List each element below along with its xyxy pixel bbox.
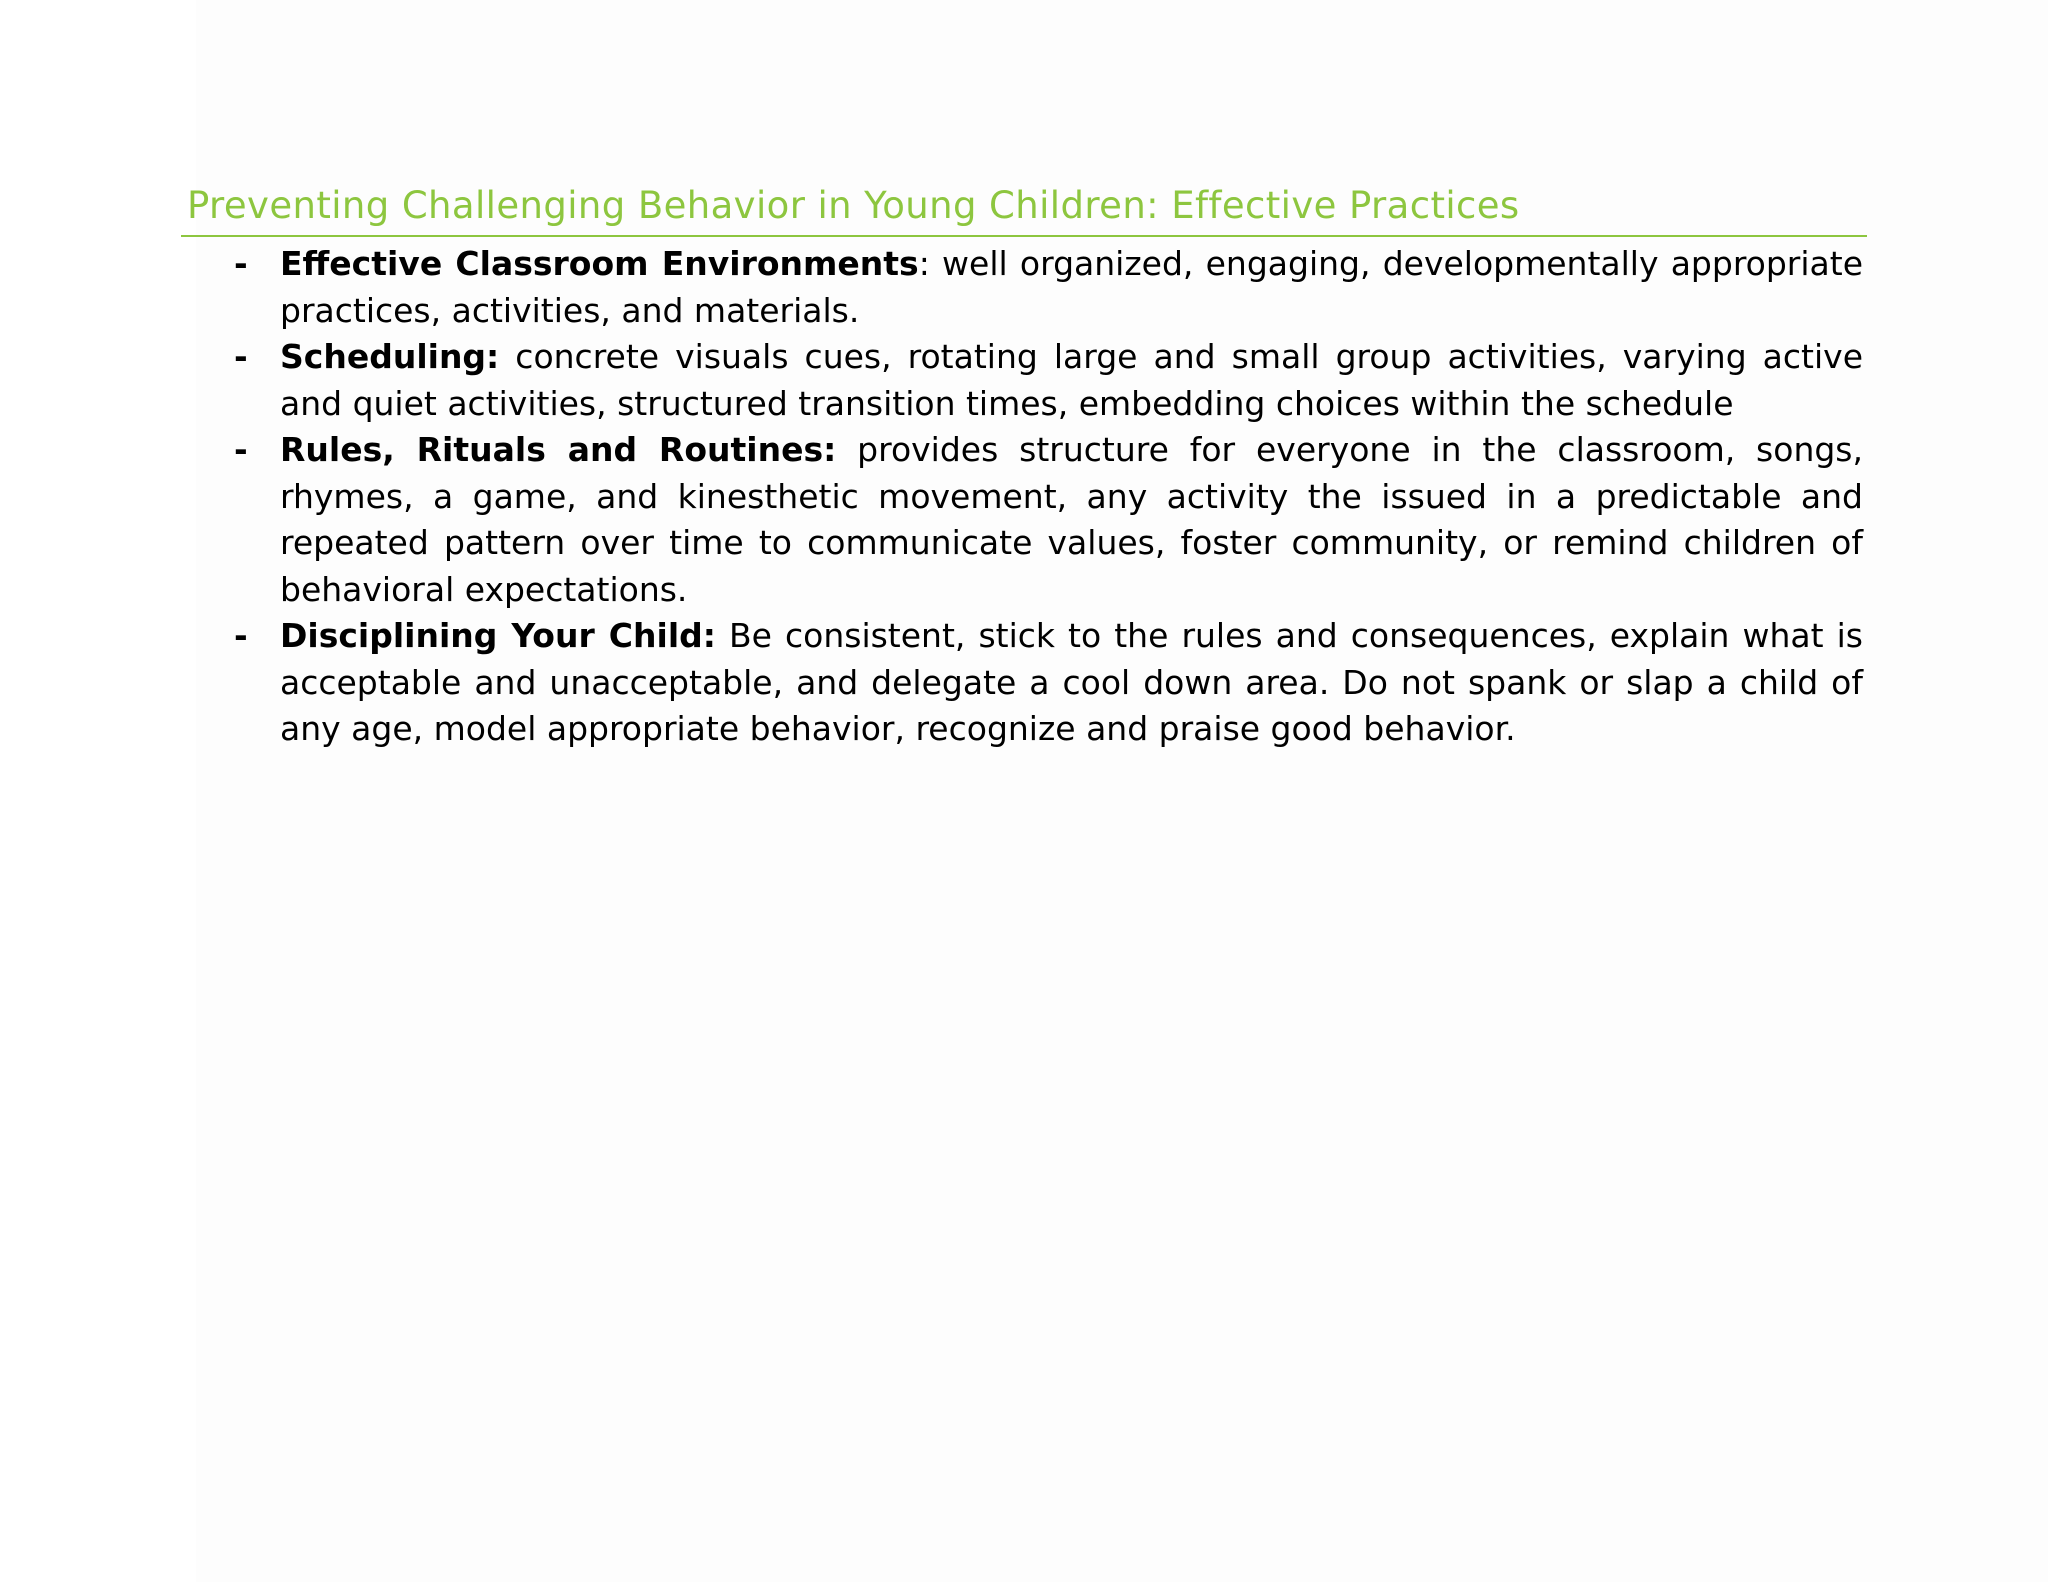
list-item-classroom-environments: [0, 241, 1863, 334]
document-heading: Preventing Challenging Behavior in Young Children: Effective Practices: [187, 184, 1520, 227]
bullet-dash: -: [234, 337, 248, 376]
item-heading: Disciplining Your Child:: [280, 616, 716, 655]
item-text: provides structure for everyone in the classroom, songs, rhymes, a game, and kinesthetic movement, any activity the issued in a predictable and repeated pattern over time to communicate values, foster community, or remind children of behavioral expectations.: [280, 430, 1863, 609]
bullet-dash: -: [234, 430, 248, 469]
item-heading: Scheduling:: [280, 337, 500, 376]
bullet-dash: -: [234, 244, 248, 283]
item-heading: Rules, Rituals and Routines:: [280, 430, 837, 469]
bullet-dash: -: [234, 616, 248, 655]
list-item-rules-rituals-routines: [0, 427, 1863, 613]
page-background: [196, 0, 2048, 1582]
heading-underline: [181, 235, 1867, 237]
practices-list: [0, 241, 2048, 753]
list-item-disciplining-your-child: [0, 613, 1863, 753]
item-heading: Effective Classroom Environments: [280, 244, 919, 283]
item-text: concrete visuals cues, rotating large and small group activities, varying active and quiet activities, structured transition times, embedding choices within the schedule: [280, 337, 1863, 423]
item-text: : well organized, engaging, developmentally appropriate practices, activities, and materials.: [280, 244, 1863, 330]
list-item-scheduling: [0, 334, 1863, 427]
item-text: Be consistent, stick to the rules and consequences, explain what is acceptable and unacceptable, and delegate a cool down area. Do not spank or slap a child of any age, model appropriate behavior, recognize and praise good behavior.: [280, 616, 1863, 748]
